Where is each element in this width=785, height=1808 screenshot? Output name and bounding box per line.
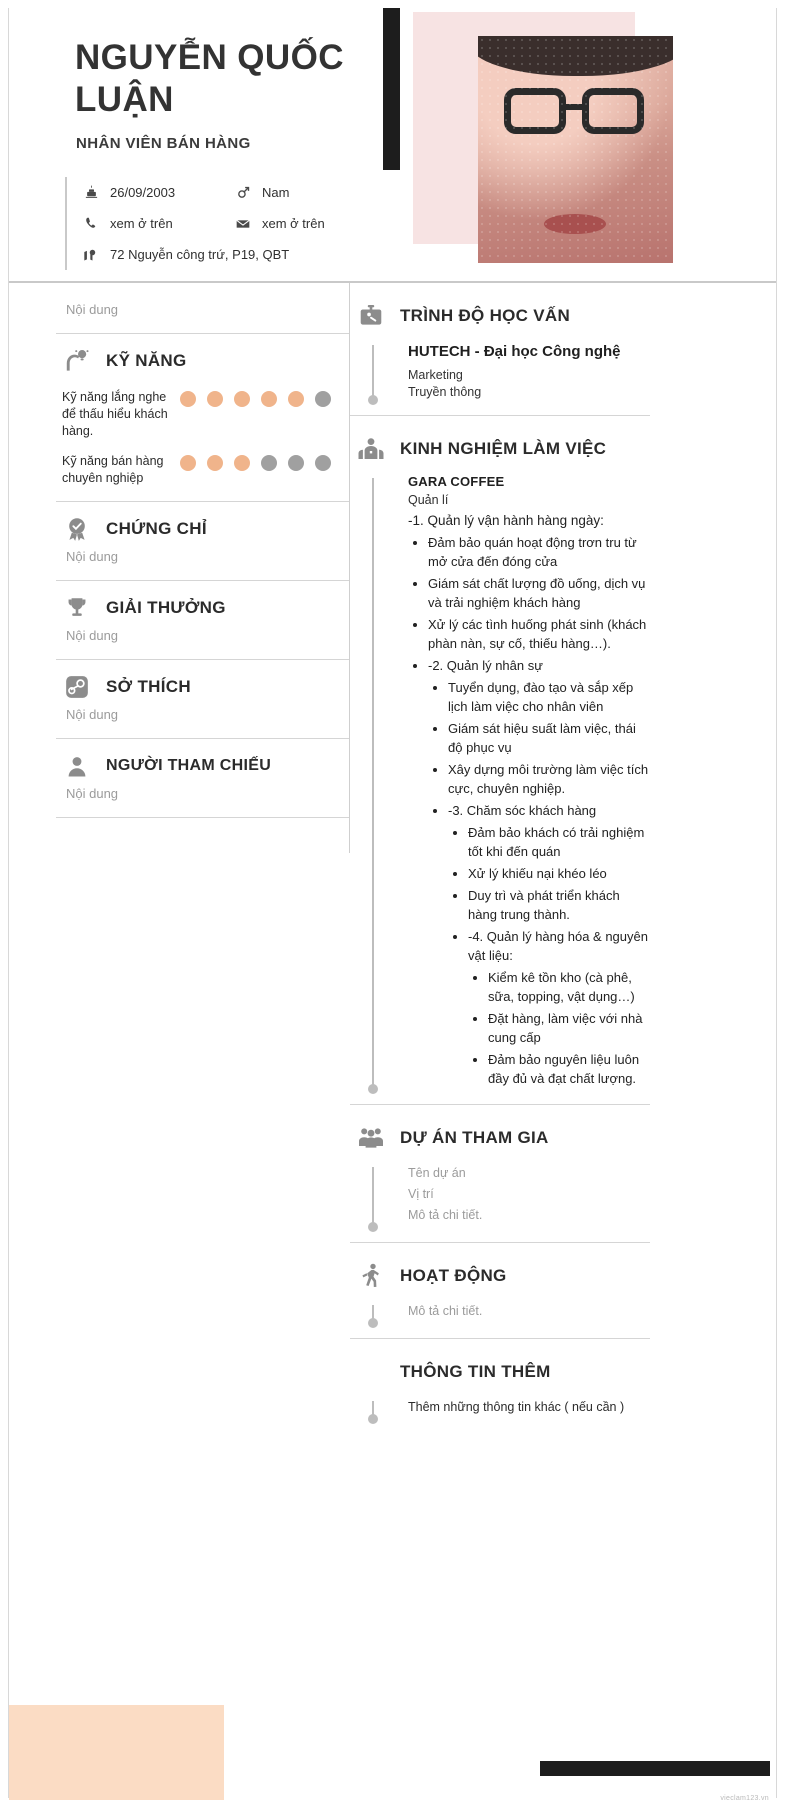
rating-dot xyxy=(288,455,304,471)
contact-row xyxy=(81,177,395,208)
decorative-peach-block xyxy=(9,1705,224,1800)
badge-check-icon xyxy=(62,514,92,544)
contact-value: xem ở trên xyxy=(262,216,325,231)
experience-section-title: • -2. Quản lý nhân sự xyxy=(428,656,650,675)
timeline-line xyxy=(372,478,374,1088)
skills-title: KỸ NĂNG xyxy=(106,351,187,370)
awards-header xyxy=(56,593,349,623)
certificates-header xyxy=(56,514,349,544)
rating-dot xyxy=(207,455,223,471)
bullet-item: • Đảm bảo khách có trải nghiệm tốt khi đến quán xyxy=(468,823,650,861)
candidate-photo xyxy=(478,36,673,263)
education-body xyxy=(372,341,650,399)
experience-bullet-list xyxy=(468,823,650,965)
contact-value: 72 Nguyễn công trứ, P19, QBT xyxy=(110,247,290,262)
rating-dot xyxy=(234,391,250,407)
skill-label: Kỹ năng lắng nghe để thấu hiểu khách hàng. xyxy=(62,390,168,438)
contact-email xyxy=(233,215,385,232)
skill-item xyxy=(56,376,349,440)
rating-dot xyxy=(234,455,250,471)
rating-dot xyxy=(315,391,331,407)
section-awards xyxy=(56,581,349,660)
page-right-rule xyxy=(776,8,777,1798)
gender-icon xyxy=(233,184,253,201)
education-header xyxy=(350,301,650,331)
envelope-icon xyxy=(233,215,253,232)
birthday-cake-icon xyxy=(81,184,101,201)
timeline-line xyxy=(372,345,374,399)
group-people-icon xyxy=(356,1123,386,1153)
steam-icon xyxy=(62,672,92,702)
right-column xyxy=(350,283,650,1434)
experience-role: Quản lí xyxy=(408,493,449,507)
education-extra: Truyền thông xyxy=(408,385,482,399)
experience-section-title: • -3. Chăm sóc khách hàng xyxy=(448,801,650,820)
contact-value: xem ở trên xyxy=(110,216,173,231)
bullet-item: • Đảm bảo nguyên liệu luôn đầy đủ và đạt chất lượng. xyxy=(488,1050,650,1088)
references-placeholder: Nội dung xyxy=(66,786,119,801)
bullet-item: • Tuyển dụng, đào tạo và sắp xếp lịch làm việc cho nhân viên xyxy=(448,678,650,716)
education-major: Marketing xyxy=(408,368,463,382)
contact-value: 26/09/2003 xyxy=(110,185,176,200)
decorative-black-bar-bottom xyxy=(540,1761,770,1776)
experience-section-title: -1. Quản lý vận hành hàng ngày: xyxy=(408,513,604,528)
skill-label: Kỹ năng bán hàng chuyên nghiệp xyxy=(62,454,164,485)
bullet-item: • Xử lý khiếu nại khéo léo xyxy=(468,864,650,883)
more-info-title: THÔNG TIN THÊM xyxy=(400,1362,551,1381)
projects-body xyxy=(372,1163,650,1226)
activities-header xyxy=(350,1261,650,1291)
left-column xyxy=(56,283,349,818)
education-school: HUTECH - Đại học Công nghệ xyxy=(408,343,621,360)
phone-icon xyxy=(81,215,101,232)
contact-row xyxy=(81,208,395,239)
skill-rating-dots xyxy=(180,389,331,407)
person-icon xyxy=(62,751,92,781)
contact-phone xyxy=(81,215,233,232)
skill-item xyxy=(56,440,349,487)
work-person-icon xyxy=(356,434,386,464)
education-title: TRÌNH ĐỘ HỌC VẤN xyxy=(400,306,571,325)
project-name-placeholder: Tên dự án xyxy=(408,1166,466,1180)
section-intro xyxy=(56,283,349,334)
map-marker-icon xyxy=(81,246,101,263)
more-info-header xyxy=(350,1357,650,1387)
skill-rating-dots xyxy=(180,453,331,471)
candidate-job-title: NHÂN VIÊN BÁN HÀNG xyxy=(76,135,251,152)
intro-placeholder: Nội dung xyxy=(66,302,119,317)
contact-value: Nam xyxy=(262,185,290,200)
references-header xyxy=(56,751,349,781)
experience-header xyxy=(350,434,650,464)
section-more-info xyxy=(350,1339,650,1434)
certificates-title: CHỨNG CHỈ xyxy=(106,519,207,538)
bullet-item: • Đảm bảo quán hoạt động trơn tru từ mở cửa đến đóng cửa xyxy=(428,533,650,571)
candidate-name: NGUYỄN QUỐC LUẬN xyxy=(75,38,344,119)
timeline-line xyxy=(372,1401,374,1418)
rating-dot xyxy=(207,391,223,407)
bullet-item: • Giám sát hiệu suất làm việc, thái độ phục vụ xyxy=(448,719,650,757)
more-info-text: Thêm những thông tin khác ( nếu cần ) xyxy=(408,1400,625,1414)
section-education xyxy=(350,283,650,416)
skills-header xyxy=(56,346,349,376)
trophy-icon xyxy=(62,593,92,623)
projects-header xyxy=(350,1123,650,1153)
bullet-item: • Kiểm kê tồn kho (cà phê, sữa, topping, vật dụng…) xyxy=(488,968,650,1006)
bullet-item: • Duy trì và phát triển khách hàng trung thành. xyxy=(468,886,650,924)
awards-placeholder: Nội dung xyxy=(66,628,119,643)
cv-header xyxy=(9,9,776,281)
experience-bullet-list xyxy=(488,968,650,1088)
references-title: NGƯỜI THAM CHIẾU xyxy=(106,757,272,774)
bullet-item: • Xử lý các tình huống phát sinh (khách phàn nàn, sự cố, thiếu hàng…). xyxy=(428,615,650,653)
activity-person-icon xyxy=(356,1261,386,1291)
projects-title: DỰ ÁN THAM GIA xyxy=(400,1128,549,1147)
bullet-item: • Xây dựng môi trường làm việc tích cực, chuyên nghiệp. xyxy=(448,760,650,798)
timeline-line xyxy=(372,1305,374,1322)
section-projects xyxy=(350,1105,650,1243)
activity-description-placeholder: Mô tả chi tiết. xyxy=(408,1304,483,1318)
briefcase-icon xyxy=(356,301,386,331)
section-certificates xyxy=(56,502,349,581)
experience-section-title: • -4. Quản lý hàng hóa & nguyên vật liệu: xyxy=(468,927,650,965)
hobbies-placeholder: Nội dung xyxy=(66,707,119,722)
section-activities xyxy=(350,1243,650,1339)
section-skills xyxy=(56,334,349,502)
hobbies-title: SỞ THÍCH xyxy=(106,677,191,696)
contact-gender xyxy=(233,184,385,201)
section-hobbies xyxy=(56,660,349,739)
rating-dot xyxy=(180,391,196,407)
photo-texture xyxy=(478,36,673,263)
hobbies-header xyxy=(56,672,349,702)
timeline-line xyxy=(372,1167,374,1226)
contact-address xyxy=(81,246,395,263)
contact-block xyxy=(65,177,395,270)
rating-dot xyxy=(180,455,196,471)
activities-title: HOẠT ĐỘNG xyxy=(400,1266,507,1285)
contact-row xyxy=(81,239,395,270)
bullet-item: • Giám sát chất lượng đồ uống, dịch vụ và trải nghiệm khách hàng xyxy=(428,574,650,612)
experience-bullet-list xyxy=(448,678,650,820)
project-description-placeholder: Mô tả chi tiết. xyxy=(408,1208,483,1222)
certificates-placeholder: Nội dung xyxy=(66,549,119,564)
experience-body xyxy=(372,474,650,1088)
project-role-placeholder: Vị trí xyxy=(408,1187,434,1201)
rating-dot xyxy=(288,391,304,407)
bullet-item: • Đặt hàng, làm việc với nhà cung cấp xyxy=(488,1009,650,1047)
rating-dot xyxy=(261,391,277,407)
experience-company: GARA COFFEE xyxy=(408,474,505,489)
activities-body xyxy=(372,1301,650,1322)
rating-dot xyxy=(315,455,331,471)
contact-birthday xyxy=(81,184,233,201)
experience-bullet-list xyxy=(428,533,650,675)
section-references xyxy=(56,739,349,818)
rating-dot xyxy=(261,455,277,471)
info-spacer-icon xyxy=(356,1357,386,1387)
more-info-body xyxy=(372,1397,650,1418)
section-experience xyxy=(350,416,650,1105)
experience-title: KINH NGHIỆM LÀM VIỆC xyxy=(400,439,607,458)
awards-title: GIẢI THƯỞNG xyxy=(106,598,226,617)
head-idea-icon xyxy=(62,346,92,376)
watermark: vieclam123.vn xyxy=(720,1795,769,1802)
